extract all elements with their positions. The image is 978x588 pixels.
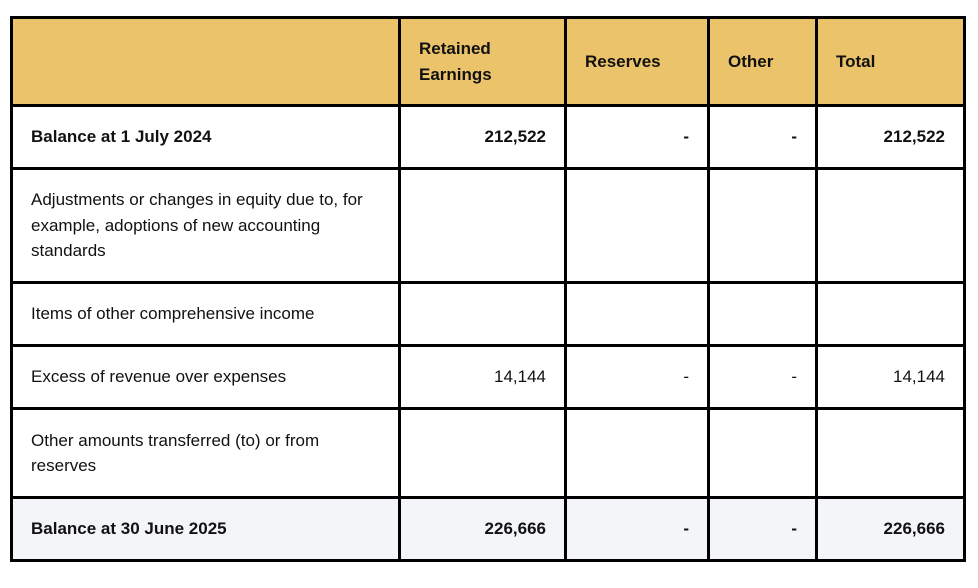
table-row-excess-revenue bbox=[12, 346, 965, 409]
cell-retained-earnings: 212,522 bbox=[400, 106, 566, 169]
table-row-transfers-reserves bbox=[12, 409, 965, 498]
table-row-opening-balance bbox=[12, 106, 965, 169]
header-cell-retained-earnings: Retained Earnings bbox=[400, 18, 566, 106]
row-label: Balance at 1 July 2024 bbox=[12, 106, 400, 169]
header-cell-other: Other bbox=[709, 18, 817, 106]
cell-reserves bbox=[566, 409, 709, 498]
cell-retained-earnings bbox=[400, 169, 566, 283]
cell-reserves: - bbox=[566, 498, 709, 561]
header-cell-label bbox=[12, 18, 400, 106]
cell-other: - bbox=[709, 106, 817, 169]
cell-other bbox=[709, 169, 817, 283]
row-label: Items of other comprehensive income bbox=[12, 283, 400, 346]
cell-total bbox=[817, 409, 965, 498]
header-row bbox=[12, 18, 965, 106]
table-row-other-comprehensive-income bbox=[12, 283, 965, 346]
row-label: Adjustments or changes in equity due to, for example, adoptions of new accounting standards bbox=[12, 169, 400, 283]
cell-total bbox=[817, 169, 965, 283]
row-label: Excess of revenue over expenses bbox=[12, 346, 400, 409]
statement-of-changes-in-equity-table bbox=[10, 16, 966, 562]
table-row-adjustments bbox=[12, 169, 965, 283]
cell-total bbox=[817, 283, 965, 346]
cell-other: - bbox=[709, 346, 817, 409]
cell-total: 226,666 bbox=[817, 498, 965, 561]
equity-statement-table-wrapper bbox=[10, 16, 966, 562]
cell-reserves bbox=[566, 169, 709, 283]
row-label: Other amounts transferred (to) or from reserves bbox=[12, 409, 400, 498]
header-cell-reserves: Reserves bbox=[566, 18, 709, 106]
cell-retained-earnings: 226,666 bbox=[400, 498, 566, 561]
cell-other: - bbox=[709, 498, 817, 561]
row-label: Balance at 30 June 2025 bbox=[12, 498, 400, 561]
cell-reserves bbox=[566, 283, 709, 346]
cell-total: 14,144 bbox=[817, 346, 965, 409]
cell-retained-earnings bbox=[400, 283, 566, 346]
cell-other bbox=[709, 409, 817, 498]
cell-other bbox=[709, 283, 817, 346]
cell-reserves: - bbox=[566, 106, 709, 169]
table-row-closing-balance bbox=[12, 498, 965, 561]
cell-reserves: - bbox=[566, 346, 709, 409]
cell-total: 212,522 bbox=[817, 106, 965, 169]
cell-retained-earnings bbox=[400, 409, 566, 498]
header-cell-total: Total bbox=[817, 18, 965, 106]
cell-retained-earnings: 14,144 bbox=[400, 346, 566, 409]
